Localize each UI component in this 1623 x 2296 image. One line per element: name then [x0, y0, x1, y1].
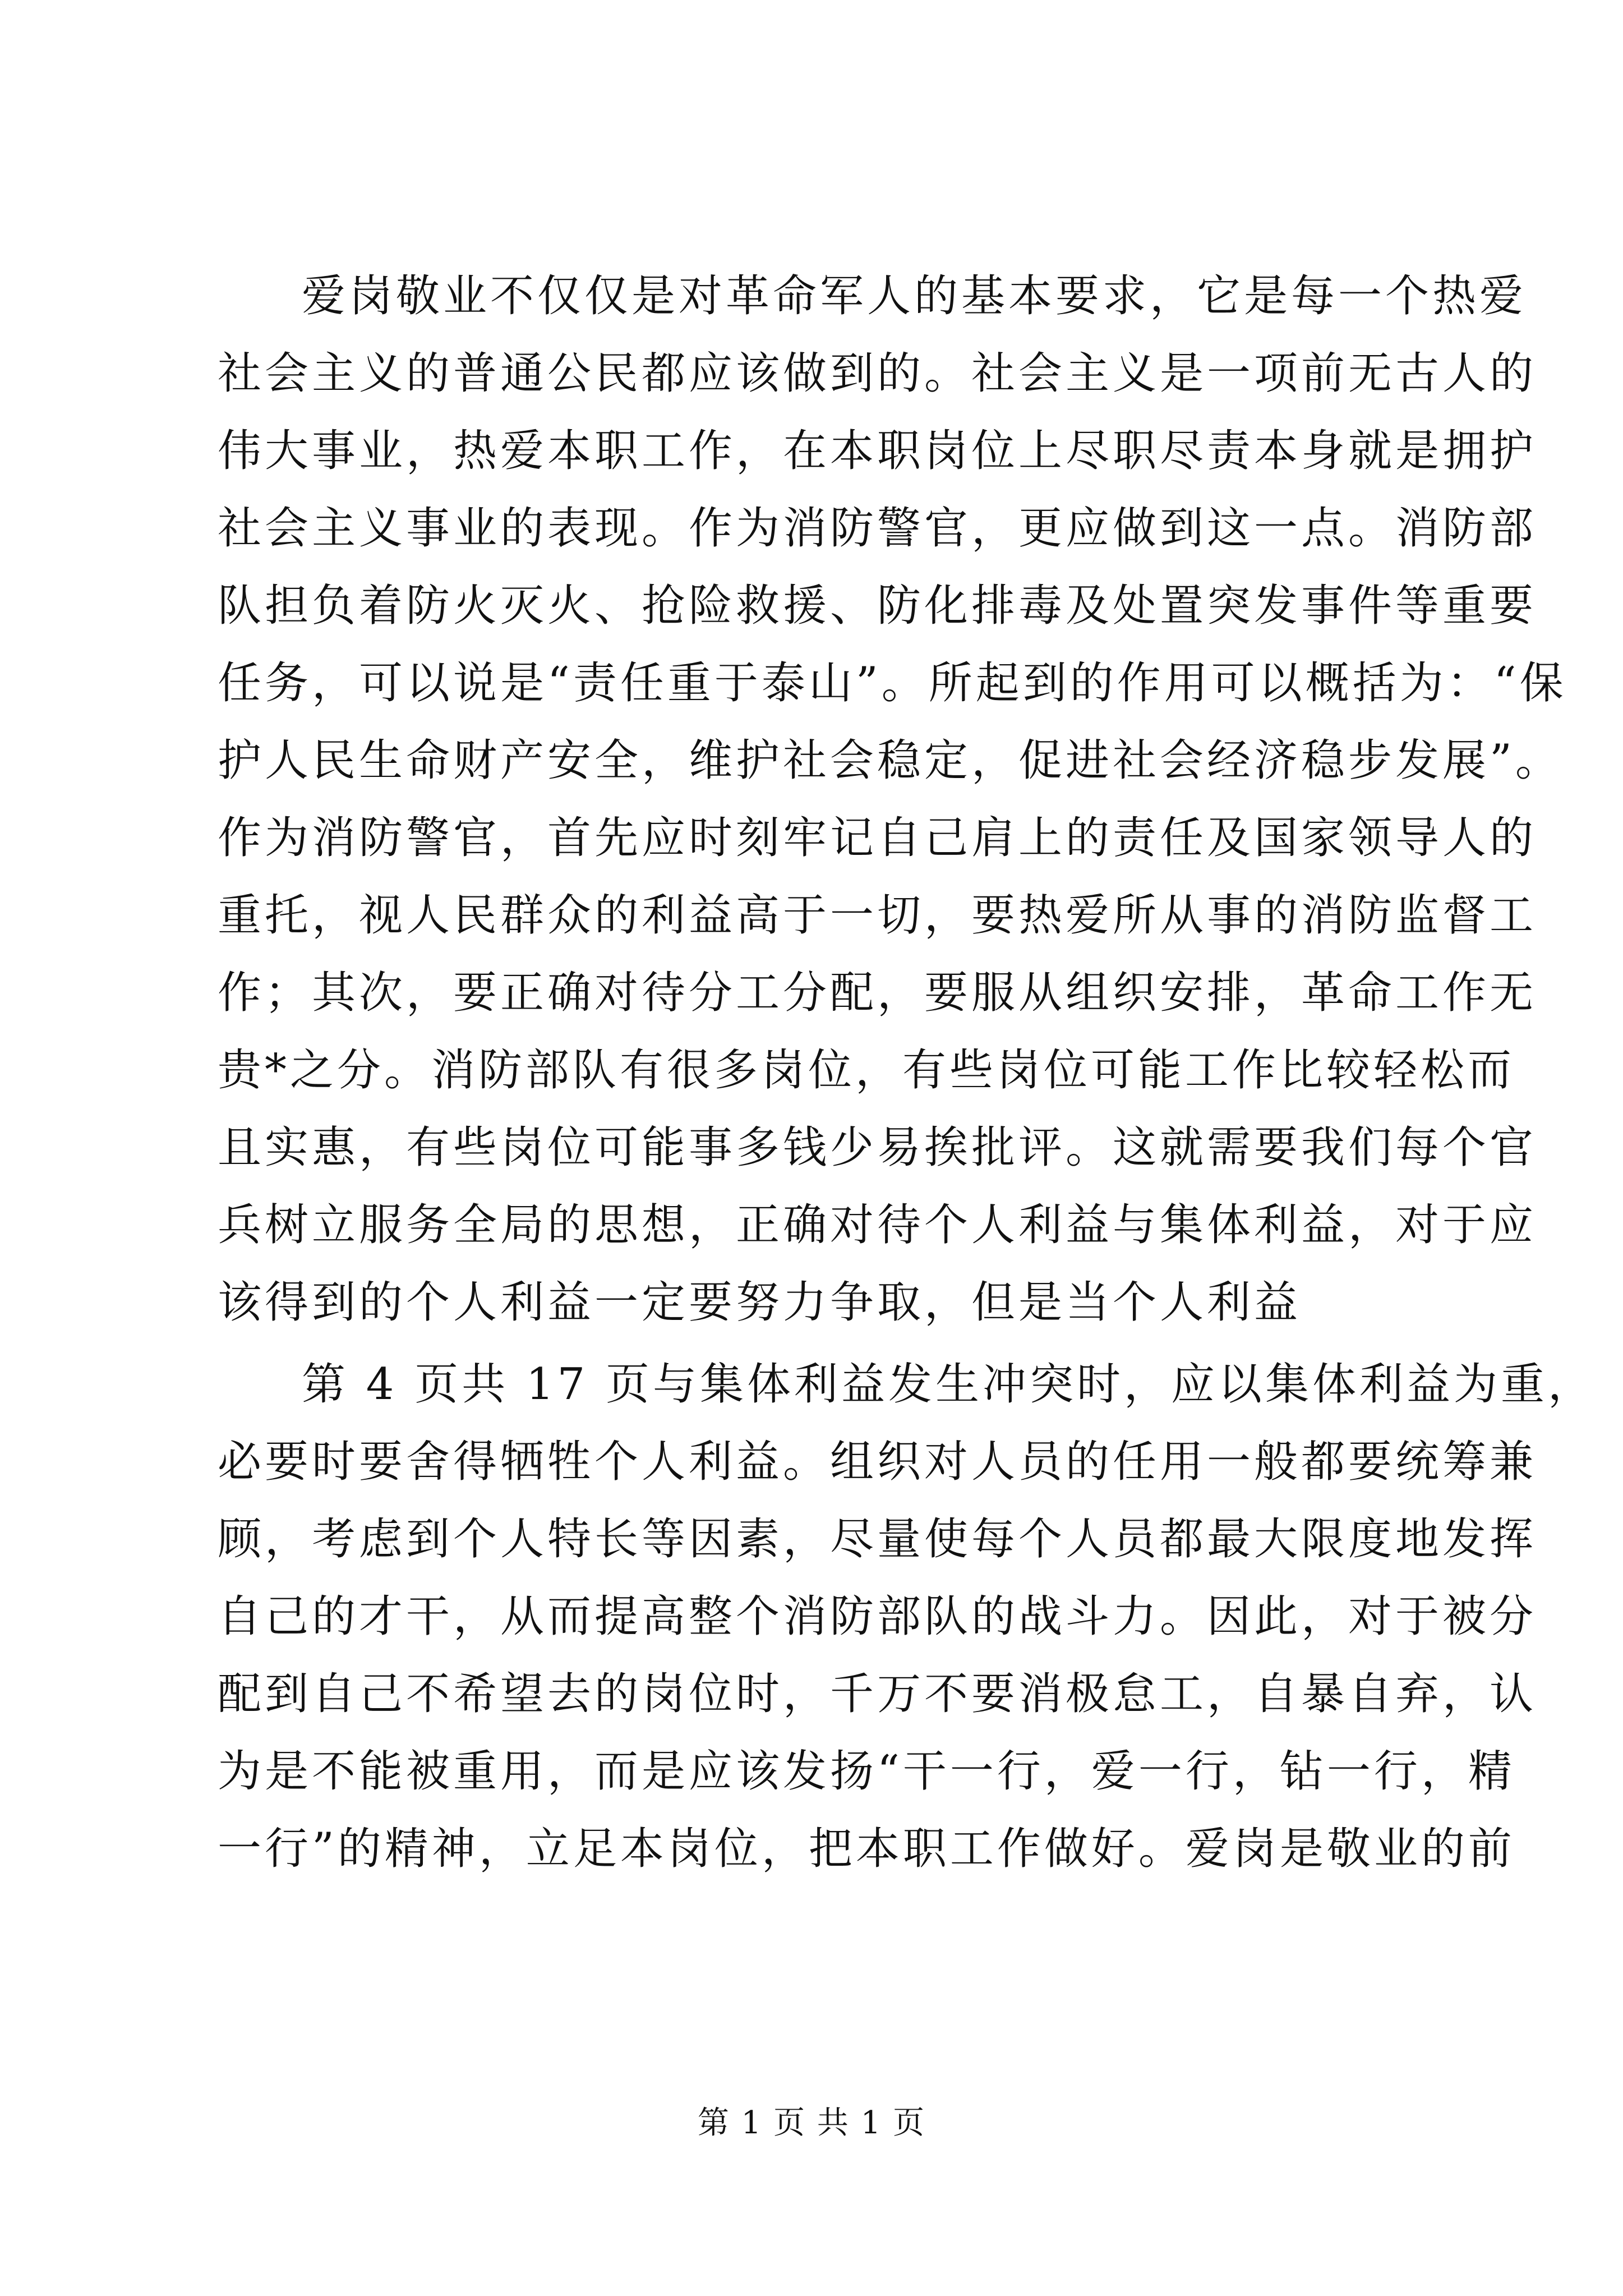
text-line: 作；其次，要正确对待分工分配，要服从组织安排，革命工作无: [218, 968, 1537, 1018]
text-line: 队担负着防火灭火、抢险救援、防化排毒及处置突发事件等重要: [218, 581, 1537, 631]
text-line: 贵*之分。消防部队有很多岗位，有些岗位可能工作比较轻松而: [218, 1045, 1515, 1096]
text-line: 兵树立服务全局的思想，正确对待个人利益与集体利益，对于应: [218, 1200, 1537, 1250]
text-line: 社会主义事业的表现。作为消防警官，更应做到这一点。消防部: [218, 503, 1537, 554]
text-line: 重托，视人民群众的利益高于一切，要热爱所从事的消防监督工: [218, 890, 1537, 941]
text-line: 爱岗敬业不仅仅是对革命军人的基本要求，它是每一个热爱: [302, 271, 1527, 321]
text-line: 任务，可以说是“责任重于泰山”。所起到的作用可以概括为：“保: [218, 658, 1567, 708]
text-line: 且实惠，有些岗位可能事多钱少易挨批评。这就需要我们每个官: [218, 1122, 1537, 1173]
text-line: 社会主义的普通公民都应该做到的。社会主义是一项前无古人的: [218, 348, 1537, 399]
page-footer: 第 1 页 共 1 页: [697, 2105, 926, 2141]
text-line: 伟大事业，热爱本职工作，在本职岗位上尽职尽责本身就是拥护: [218, 426, 1537, 476]
text-line: 该得到的个人利益一定要努力争取，但是当个人利益: [218, 1277, 1302, 1328]
text-line: 护人民生命财产安全，维护社会稳定，促进社会经济稳步发展”。: [218, 735, 1562, 786]
text-line: 配到自己不希望去的岗位时，千万不要消极怠工，自暴自弃，认: [218, 1669, 1537, 1719]
text-line: 为是不能被重用，而是应该发扬“干一行，爱一行，钻一行，精: [218, 1746, 1515, 1797]
text-line: 一行”的精神，立足本岗位，把本职工作做好。爱岗是敬业的前: [218, 1824, 1515, 1874]
text-line: 自己的才干，从而提高整个消防部队的战斗力。因此，对于被分: [218, 1591, 1537, 1642]
text-line: 第 4 页共 17 页与集体利益发生冲突时，应以集体利益为重，: [302, 1359, 1596, 1410]
text-line: 必要时要舍得牺牲个人利益。组织对人员的任用一般都要统筹兼: [218, 1437, 1537, 1487]
text-line: 顾，考虑到个人特长等因素，尽量使每个人员都最大限度地发挥: [218, 1514, 1537, 1565]
text-line: 作为消防警官，首先应时刻牢记自己肩上的责任及国家领导人的: [218, 813, 1537, 863]
